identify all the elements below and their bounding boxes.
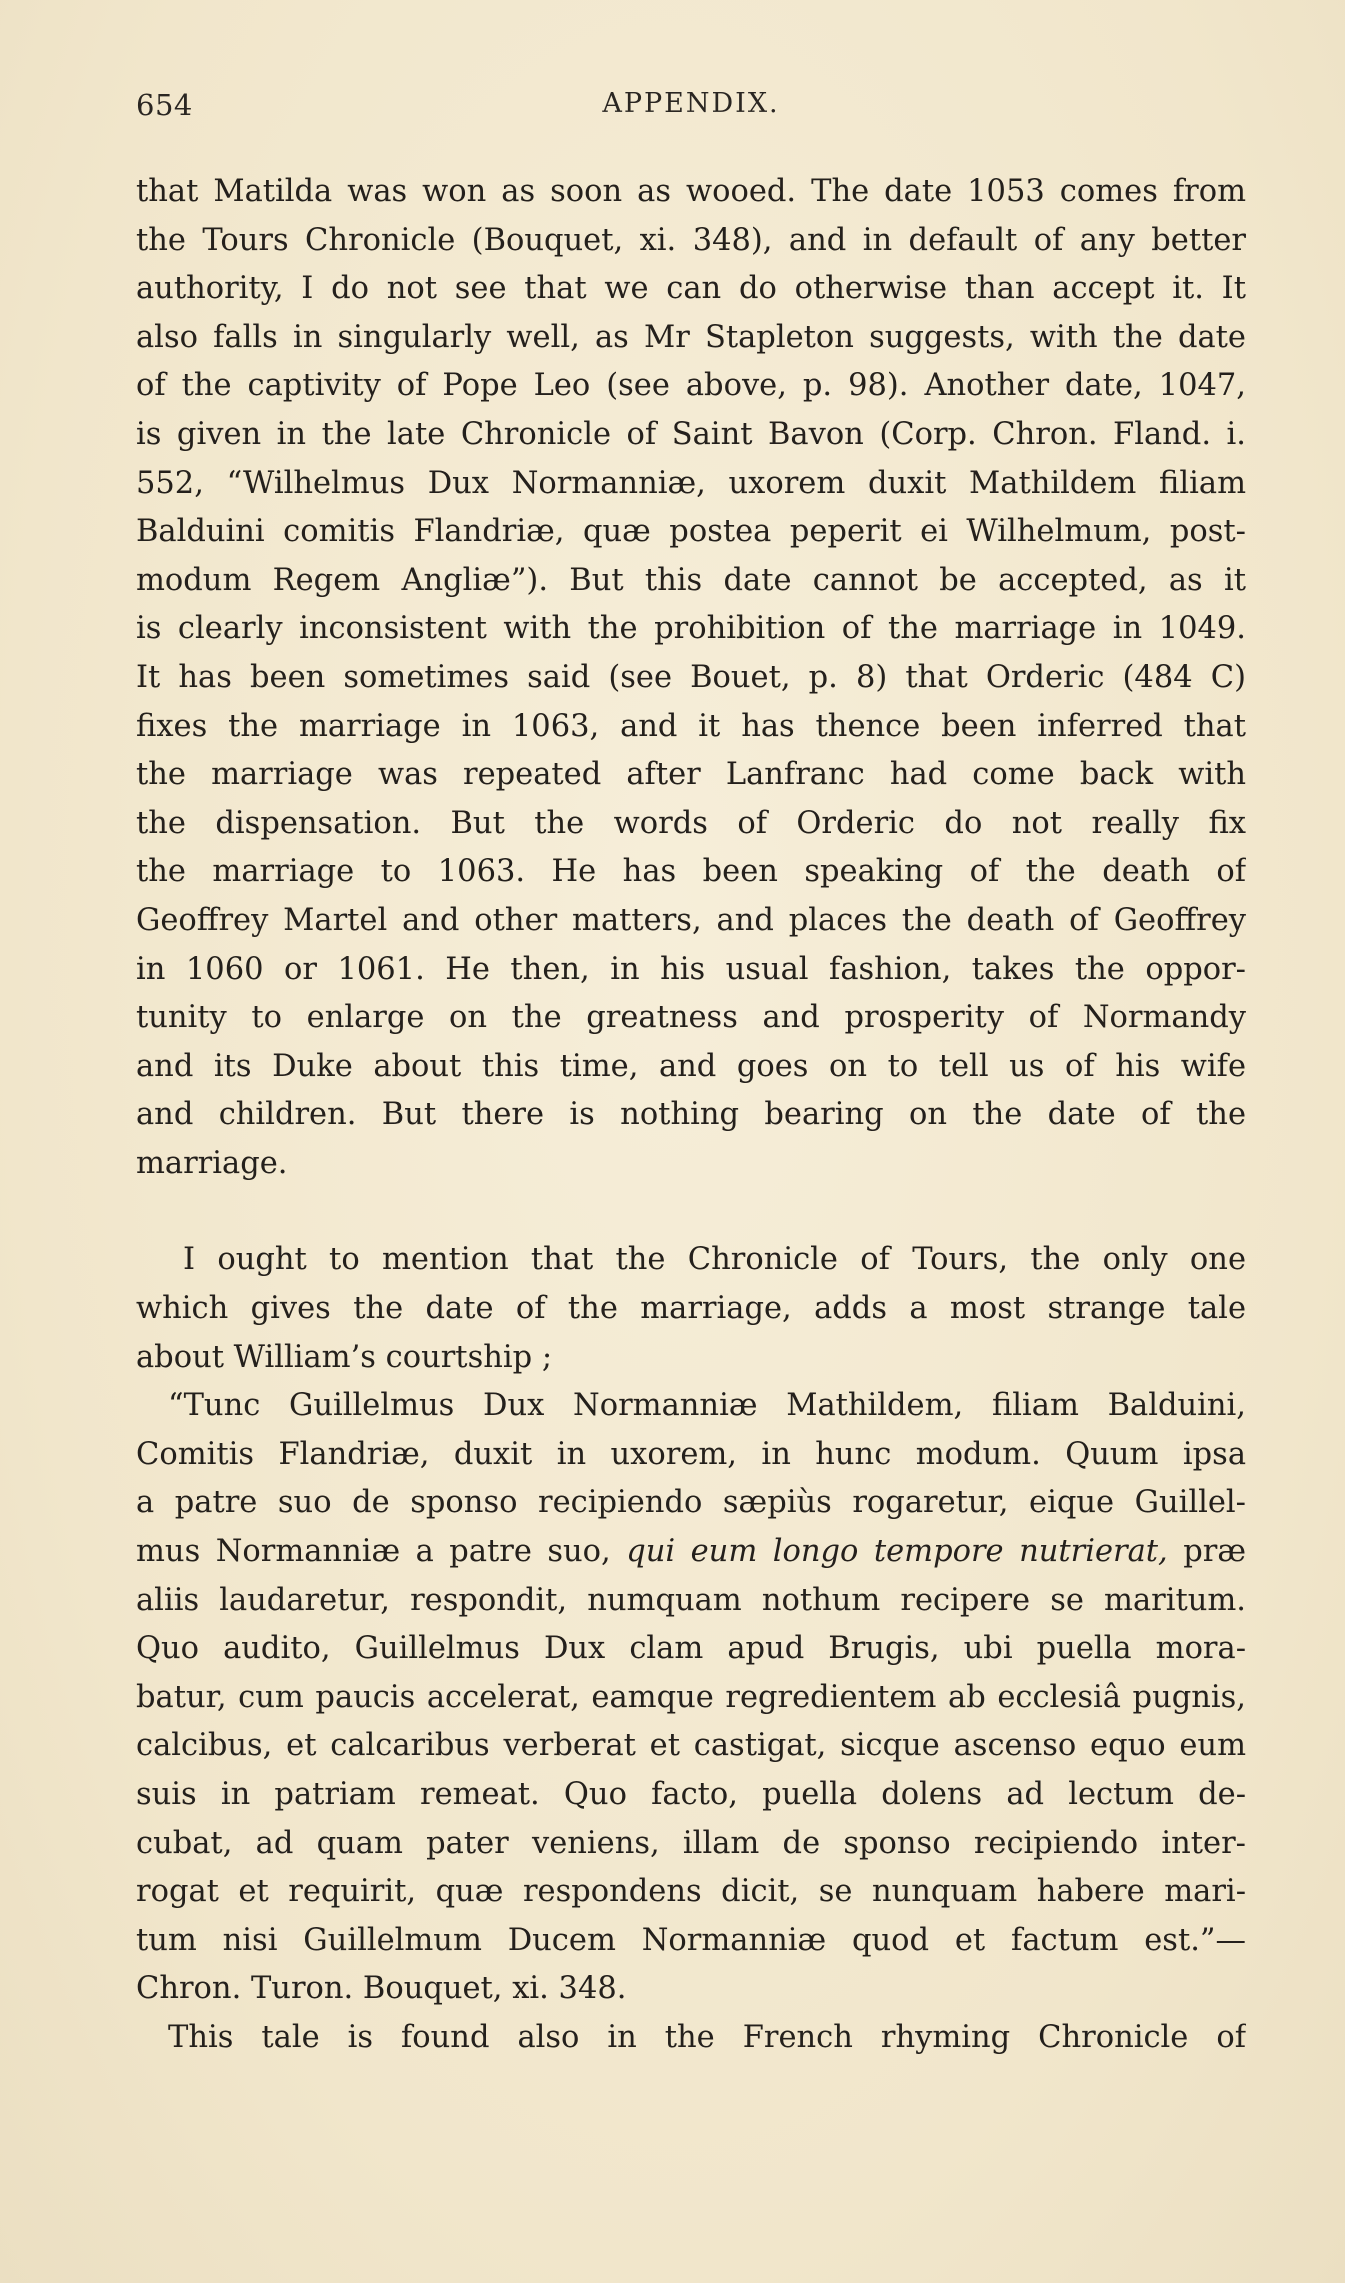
quote-line: rogat et requirit, quæ respondens dicit, se nunquam habere mari- xyxy=(136,1874,1246,1910)
text-line: fixes the marriage in 1063, and it has thence been inferred that xyxy=(136,708,1246,744)
quote-line: a patre suo de sponso recipiendo sæpiùs rogaretur, eique Guillel- xyxy=(136,1485,1246,1521)
text-line: about William’s courtship ; xyxy=(136,1339,553,1375)
text-line: that Matilda was won as soon as wooed. The date 1053 comes from xyxy=(136,174,1246,209)
text-line: is given in the late Chronicle of Saint Bavon (Corp. Chron. Fland. i. xyxy=(136,416,1246,452)
text-line: authority, I do not see that we can do otherwise than accept it. It xyxy=(136,271,1246,307)
running-head: APPENDIX. xyxy=(602,88,780,119)
body-text xyxy=(136,168,1246,2063)
text-line: which gives the date of the marriage, adds a most strange tale xyxy=(136,1291,1246,1327)
quote-citation: Chron. Turon. Bouquet, xi. 348. xyxy=(136,1971,627,2007)
text-line: modum Regem Angliæ”). But this date cannot be accepted, as it xyxy=(136,562,1246,598)
quote-line: cubat, ad quam pater veniens, illam de sponso recipiendo inter- xyxy=(136,1825,1246,1861)
text-line: marriage. xyxy=(136,1145,288,1181)
text-line: tunity to enlarge on the greatness and prosperity of Normandy xyxy=(136,1000,1246,1036)
text-line: I ought to mention that the Chronicle of Tours, the only one xyxy=(183,1242,1246,1278)
text-line: 552, “Wilhelmus Dux Normanniæ, uxorem duxit Mathildem filiam xyxy=(136,465,1246,501)
quote-line: Comitis Flandriæ, duxit in uxorem, in hunc modum. Quum ipsa xyxy=(136,1436,1246,1472)
text-line: and its Duke about this time, and goes on to tell us of his wife xyxy=(136,1048,1246,1084)
quote-line: aliis laudaretur, respondit, numquam nothum recipere se maritum. xyxy=(136,1582,1246,1618)
text-line: also falls in singularly well, as Mr Stapleton suggests, with the date xyxy=(136,319,1246,355)
text-line: the dispensation. But the words of Orderic do not really fix xyxy=(136,805,1246,841)
paragraph-gap xyxy=(136,1188,1246,1236)
text-line: the marriage was repeated after Lanfranc had come back with xyxy=(136,757,1246,793)
quote-italic-segment: qui eum longo tempore nutrierat, xyxy=(626,1534,1168,1570)
text-line: of the captivity of Pope Leo (see above, p. 98). Another date, 1047, xyxy=(136,368,1246,404)
quote-line: suis in patriam remeat. Quo facto, puella dolens ad lectum de- xyxy=(136,1777,1246,1812)
text-line: It has been sometimes said (see Bouet, p. 8) that Orderic (484 C) xyxy=(136,659,1246,695)
page-header xyxy=(136,88,1246,128)
text-line: Geoffrey Martel and other matters, and places the death of Geoffrey xyxy=(136,902,1246,938)
page-number: 654 xyxy=(136,88,193,122)
text-line: the Tours Chronicle (Bouquet, xi. 348), and in default of any better xyxy=(136,222,1246,258)
quote-line: tum nisi Guillelmum Ducem Normanniæ quod et factum est.”— xyxy=(136,1922,1246,1958)
text-line: Balduini comitis Flandriæ, quæ postea peperit ei Wilhelmum, post- xyxy=(136,514,1246,550)
text-line: is clearly inconsistent with the prohibition of the marriage in 1049. xyxy=(136,611,1246,647)
quote-segment: mus Normanniæ a patre suo, xyxy=(136,1534,627,1570)
quote-segment: præ xyxy=(1167,1534,1246,1570)
text-line: and children. But there is nothing bearing on the date of the xyxy=(136,1097,1246,1133)
quote-line: “Tunc Guillelmus Dux Normanniæ Mathildem, filiam Balduini, xyxy=(168,1388,1246,1424)
text-line: This tale is found also in the French rhyming Chronicle of xyxy=(168,2019,1246,2055)
quote-line: batur, cum paucis accelerat, eamque regredientem ab ecclesiâ pugnis, xyxy=(136,1679,1246,1715)
quote-line: Quo audito, Guillelmus Dux clam apud Brugis, ubi puella mora- xyxy=(136,1631,1246,1667)
quote-line: calcibus, et calcaribus verberat et castigat, sicque ascenso equo eum xyxy=(136,1728,1246,1764)
text-line: the marriage to 1063. He has been speaking of the death of xyxy=(136,854,1246,890)
quote-line xyxy=(136,1528,1246,1577)
text-line: in 1060 or 1061. He then, in his usual fashion, takes the oppor- xyxy=(136,951,1246,987)
